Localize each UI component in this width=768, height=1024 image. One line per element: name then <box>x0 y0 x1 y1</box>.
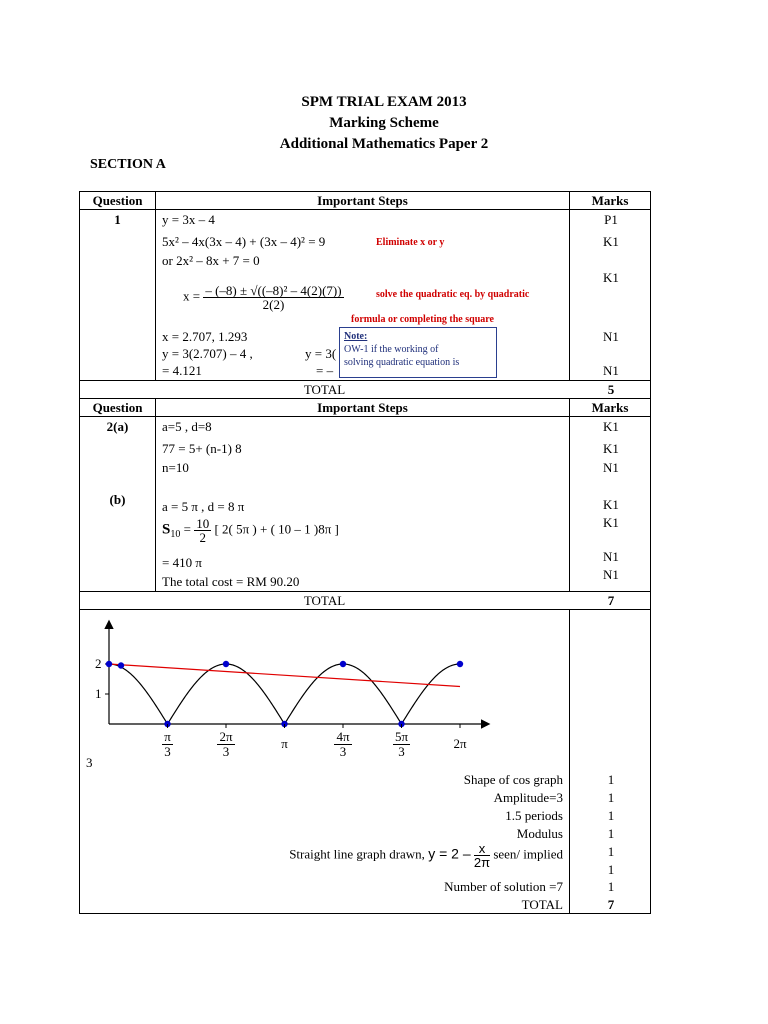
q3-ytick-label-2: 2 <box>95 656 102 671</box>
q1-total: 5 <box>607 382 615 397</box>
q3-xtick-label <box>270 737 300 751</box>
q3-line-eq-den: 2π <box>473 855 491 870</box>
q1-annot-solve: solve the quadratic eq. by quadratic <box>376 289 530 300</box>
q3-criterion-6: Number of solution =7 <box>444 879 563 894</box>
q3-criterion-1: Shape of cos graph <box>463 772 563 787</box>
q3-line-eq-num: x <box>474 842 490 856</box>
q3-xtick-label <box>445 737 475 751</box>
q1-mark-1: P1 <box>604 212 618 227</box>
q3-mark-7: 1 <box>607 879 615 894</box>
paper-title: Additional Mathematics Paper 2 <box>279 136 489 152</box>
q1-step-2: 5x² – 4x(3x – 4) + (3x – 4)² = 9 <box>162 234 326 249</box>
q3-point <box>340 661 346 667</box>
q3-criterion-5-text: Straight line graph drawn, <box>289 846 425 862</box>
q1-formula-num: – (–8) ± √((–8)² – 4(2)(7)) <box>205 283 342 298</box>
q2-b-sum-symbol: S <box>162 521 171 538</box>
q3-mark-4: 1 <box>607 826 615 841</box>
q2-b-fraction <box>194 517 211 544</box>
q3-xtick-num: 5π <box>394 729 409 744</box>
q1-note-line-2: solving quadratic equation is <box>344 357 460 368</box>
q2-total-label: TOTAL <box>303 593 346 608</box>
q1-formula-fraction <box>203 284 343 311</box>
q2b-number: (b) <box>109 492 126 507</box>
q3-point <box>118 662 124 668</box>
q1-formula <box>183 284 344 311</box>
q2-mark-4: K1 <box>603 497 619 512</box>
header-marks: Marks <box>591 193 629 208</box>
q3-cos-curve <box>109 664 460 724</box>
header-steps-2: Important Steps <box>317 400 408 415</box>
q1-note-line-1: OW-1 if the working of <box>344 344 439 355</box>
q3-total: 7 <box>607 897 615 912</box>
q3-point <box>457 661 463 667</box>
q3-xtick-label <box>211 730 241 759</box>
q3-xtick-num: 4π <box>336 729 350 744</box>
q1-step-x: x = 2.707, 1.293 <box>162 329 248 344</box>
q3-xtick-num: 2π <box>219 729 233 744</box>
q3-number: 3 <box>86 755 93 770</box>
q3-points <box>106 661 463 727</box>
q1-total-label: TOTAL <box>303 382 346 397</box>
q1-formula-lhs: x = <box>183 288 201 304</box>
q3-mark-1: 1 <box>607 772 615 787</box>
q1-step-y1b: y = 3( <box>305 346 337 361</box>
section-label: SECTION A <box>90 157 166 172</box>
q2-mark-1: K1 <box>603 419 619 434</box>
q3-criterion-4: Modulus <box>516 826 563 841</box>
q2-b-step-1: a = 5 π , d = 8 π <box>162 499 245 514</box>
scheme-title: Marking Scheme <box>329 115 439 131</box>
q2-mark-2: K1 <box>603 441 619 456</box>
q3-mark-5: 1 <box>607 844 615 859</box>
q1-annot-formula: formula or completing the square <box>351 314 494 325</box>
header-steps: Important Steps <box>317 193 408 208</box>
q2-b-step-4: The total cost = RM 90.20 <box>162 574 300 589</box>
q2-b-frac-den: 2 <box>199 530 206 545</box>
q3-ytick-label-1: 1 <box>95 686 102 701</box>
q1-mark-4: N1 <box>603 329 619 344</box>
q1-formula-den: 2(2) <box>262 297 285 312</box>
q3-straight-line <box>109 664 460 687</box>
q2-mark-3: N1 <box>603 460 619 475</box>
q1-step-y2a: = 4.121 <box>162 363 202 378</box>
q3-point <box>106 661 112 667</box>
q2a-number: 2(a) <box>106 419 129 434</box>
header-question: Question <box>92 193 143 208</box>
q3-xtick-label <box>328 730 358 759</box>
q3-xtick-num: 2π <box>453 736 467 751</box>
q2-mark-6: N1 <box>603 549 619 564</box>
q3-xtick-den: 3 <box>339 744 347 759</box>
q1-mark-5: N1 <box>603 363 619 378</box>
q3-xtick-den: 3 <box>164 744 171 759</box>
q2-total: 7 <box>607 593 615 608</box>
q3-xtick-num: π <box>164 729 171 744</box>
q2-mark-7: N1 <box>603 567 619 582</box>
q3-xtick-den: 3 <box>222 744 230 759</box>
q2-a-step-3: n=10 <box>162 460 189 475</box>
q1-step-1: y = 3x – 4 <box>162 212 215 227</box>
q3-mark-3: 1 <box>607 808 615 823</box>
q3-point <box>223 661 229 667</box>
q3-line-eq-lhs: y = 2 – <box>428 845 471 862</box>
q1-step-y1a: y = 3(2.707) – 4 , <box>162 346 253 361</box>
q3-mark-6: 1 <box>607 862 615 877</box>
q1-mark-2: K1 <box>603 234 619 249</box>
q3-xtick-label <box>153 730 183 759</box>
q2-b-step-2: $S_{10}$ = $\frac{10}{2}$ [ 2( 5π ) + ( 10 – 1 )8π ] <box>162 516 339 545</box>
q3-line-eq-tail: seen/ implied <box>493 846 563 862</box>
q1-step-y2b: = – <box>316 363 334 378</box>
q2-a-step-2: 77 = 5+ (n-1) 8 <box>162 441 242 456</box>
q3-mark-2: 1 <box>607 790 615 805</box>
q3-total-label: TOTAL <box>521 897 563 912</box>
q2-b-bracket: [ 2( 5π ) + ( 10 – 1 )8π ] <box>214 521 339 537</box>
q2-b-frac-num: 10 <box>196 516 210 531</box>
q2-b-sum-subscript: 10 <box>170 529 181 541</box>
q1-mark-3: K1 <box>603 270 619 285</box>
q1-note-box <box>339 327 497 378</box>
header-question-2: Question <box>92 400 143 415</box>
q3-line-eq-fraction <box>474 842 490 869</box>
q1-note-title: Note: <box>344 331 368 342</box>
q3-criterion-3: 1.5 periods <box>505 808 563 823</box>
q3-criterion-2: Amplitude=3 <box>493 790 563 805</box>
q1-annot-eliminate: Eliminate x or y <box>376 237 445 248</box>
q2-mark-5: K1 <box>603 515 619 530</box>
q2-b-step-3: = 410 π <box>162 555 202 570</box>
exam-title: SPM TRIAL EXAM 2013 <box>301 94 467 110</box>
q3-xtick-num: π <box>281 736 288 751</box>
q2-a-step-1: a=5 , d=8 <box>162 419 212 434</box>
q3-xtick-den: 3 <box>398 744 405 759</box>
header-marks-2: Marks <box>591 400 629 415</box>
q3-criterion-5 <box>289 842 563 869</box>
q1-step-3: or 2x² – 8x + 7 = 0 <box>162 253 260 268</box>
q1-number: 1 <box>114 212 121 227</box>
q3-xtick-label <box>387 730 417 759</box>
